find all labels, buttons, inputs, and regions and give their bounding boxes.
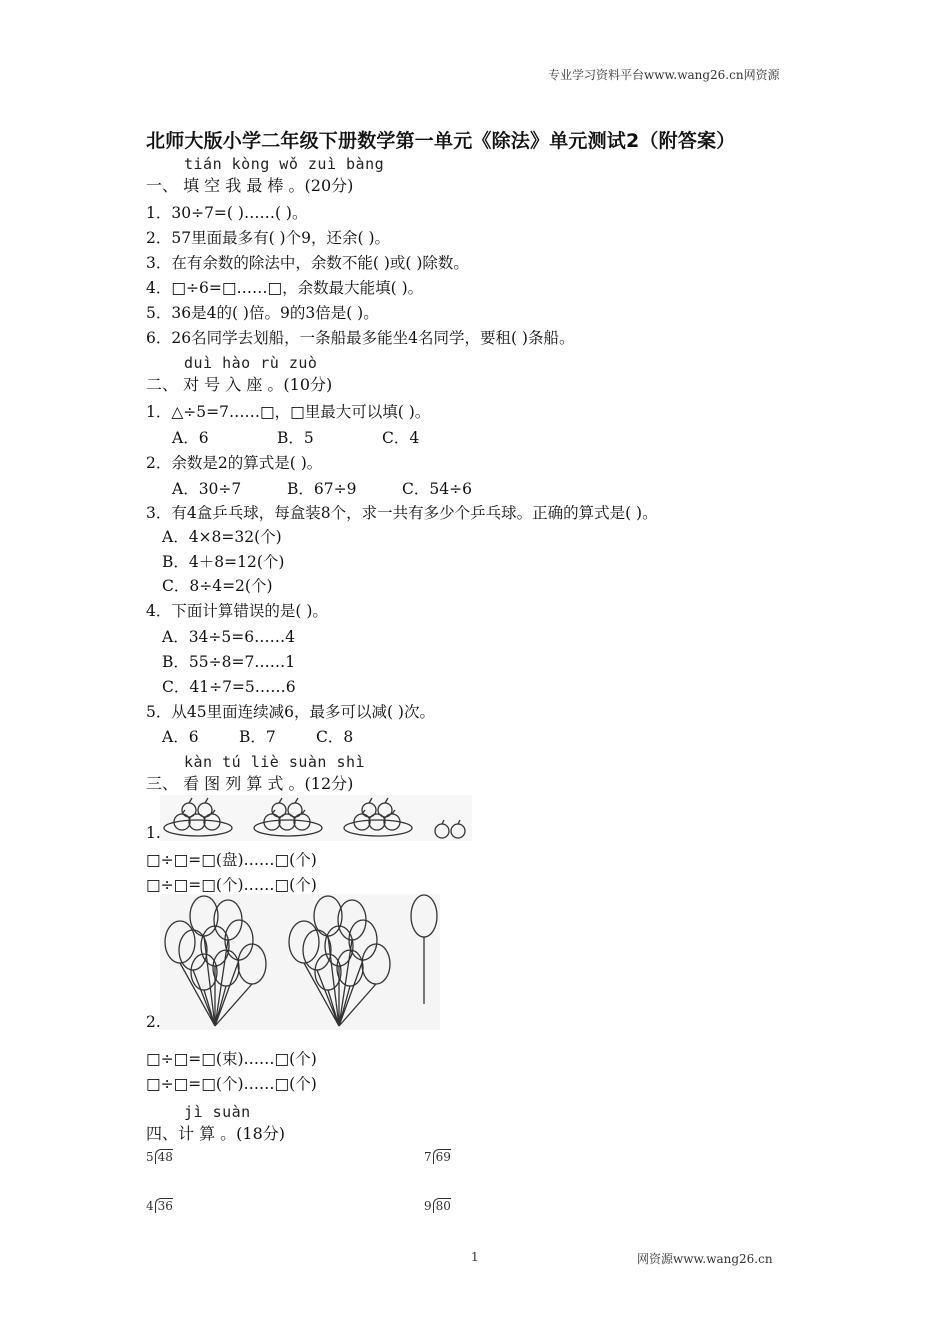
balloons-illustration	[160, 894, 440, 1030]
s2-q2-option-b: B．67÷9	[287, 480, 357, 498]
s2-question-5: 5．从45里面连续减6，最多可以减( )次。	[146, 703, 435, 721]
s3-picture-2-number: 2.	[146, 1013, 161, 1031]
s1-question-3: 3．在有余数的除法中，余数不能( )或( )除数。	[146, 254, 469, 272]
s2-q4-option-a: A．34÷5=6……4	[162, 628, 295, 646]
long-division-2	[424, 1149, 451, 1164]
dividend: 69	[435, 1150, 451, 1164]
s1-question-4: 4．□÷6=□……□，余数最大能填( )。	[146, 279, 424, 297]
dividend: 36	[157, 1199, 173, 1213]
s2-question-1: 1．△÷5=7……□，□里最大可以填( )。	[146, 403, 431, 421]
long-division-1	[146, 1149, 173, 1164]
divisor: 9	[424, 1199, 432, 1213]
footer-source: 网资源www.wang26.cn	[637, 1252, 773, 1266]
s2-q3-option-b: B．4＋8=12(个)	[162, 553, 285, 571]
s2-q4-option-b: B．55÷8=7……1	[162, 653, 296, 671]
section-3-pinyin: kàn tú liè suàn shì	[184, 753, 366, 771]
dividend: 80	[435, 1199, 451, 1213]
s2-q2-option-c: C．54÷6	[402, 480, 472, 498]
long-division-3	[146, 1198, 173, 1213]
long-division-4	[424, 1198, 451, 1213]
s2-question-4: 4．下面计算错误的是( )。	[146, 602, 328, 620]
apple-plates-illustration	[160, 795, 472, 841]
s2-q3-option-c: C．8÷4=2(个)	[162, 577, 273, 595]
s2-q2-option-a: A．30÷7	[172, 480, 242, 498]
page-number: 1	[471, 1250, 479, 1264]
divisor: 7	[424, 1150, 432, 1164]
s2-q1-option-c: C．4	[382, 429, 420, 447]
section-3-heading: 三、 看 图 列 算 式 。(12分)	[146, 774, 354, 793]
s2-q5-option-c: C．8	[316, 728, 354, 746]
divisor: 4	[146, 1199, 154, 1213]
s3-p2-equation-2: □÷□=□(个)……□(个)	[146, 1075, 317, 1093]
section-4-heading: 四、计 算 。(18分)	[146, 1124, 286, 1143]
s1-question-5: 5．36是4的( )倍。9的3倍是( )。	[146, 304, 379, 322]
section-1-heading: 一、 填 空 我 最 棒 。(20分)	[146, 176, 354, 195]
s2-question-3: 3．有4盒乒乓球，每盒装8个，求一共有多少个乒乓球。正确的算式是( )。	[146, 504, 658, 522]
page-title: 北师大版小学二年级下册数学第一单元《除法》单元测试2（附答案）	[146, 130, 736, 152]
s3-picture-1-number: 1.	[146, 824, 161, 842]
divisor: 5	[146, 1150, 154, 1164]
s3-p1-equation-2: □÷□=□(个)……□(个)	[146, 876, 317, 894]
section-4-pinyin: jì suàn	[184, 1103, 251, 1121]
section-1-pinyin: tián kòng wǒ zuì bàng	[184, 155, 385, 173]
s2-q3-option-a: A．4×8=32(个)	[162, 528, 282, 546]
dividend: 48	[157, 1150, 173, 1164]
s2-q1-option-a: A．6	[172, 429, 209, 447]
header-source: 专业学习资料平台www.wang26.cn网资源	[548, 68, 780, 82]
s1-question-2: 2．57里面最多有( )个9，还余( )。	[146, 229, 390, 247]
s3-p2-equation-1: □÷□=□(束)……□(个)	[146, 1050, 317, 1068]
s3-p1-equation-1: □÷□=□(盘)……□(个)	[146, 851, 317, 869]
s2-q4-option-c: C．41÷7=5……6	[162, 678, 296, 696]
section-2-pinyin: duì hào rù zuò	[184, 354, 318, 372]
s2-q5-option-a: A．6	[162, 728, 199, 746]
s2-question-2: 2．余数是2的算式是( )。	[146, 454, 323, 472]
s2-q1-option-b: B．5	[277, 429, 314, 447]
s2-q5-option-b: B．7	[239, 728, 276, 746]
s1-question-6: 6．26名同学去划船，一条船最多能坐4名同学，要租( )条船。	[146, 329, 575, 347]
section-2-heading: 二、 对 号 入 座 。(10分)	[146, 375, 333, 394]
s1-question-1: 1．30÷7=( )……( )。	[146, 204, 308, 222]
